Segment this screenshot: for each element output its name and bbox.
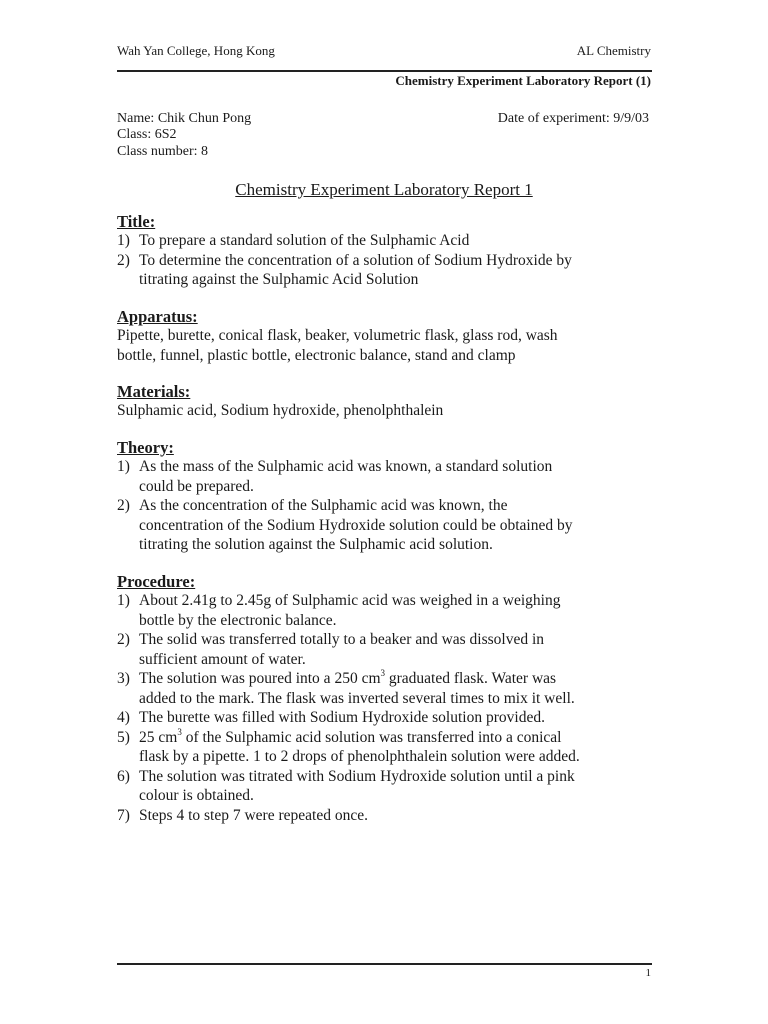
- student-class-number: Class number: 8: [117, 144, 208, 159]
- superscript: 3: [380, 668, 385, 678]
- procedure-list: [117, 591, 580, 825]
- item-text: The solution was titrated with Sodium Hydroxide solution until a pink: [139, 767, 575, 785]
- theory-list: [117, 457, 573, 555]
- item-text: 25 cm: [139, 728, 178, 746]
- item-text: sufficient amount of water.: [139, 650, 306, 668]
- item-text: To determine the concentration of a solution of Sodium Hydroxide by: [139, 251, 572, 269]
- header-rule: [117, 70, 652, 72]
- title-heading: Title:: [117, 212, 156, 231]
- item-text: titrating against the Sulphamic Acid Solution: [139, 271, 419, 288]
- superscript: 3: [177, 726, 182, 737]
- item-text: could be prepared.: [139, 477, 254, 495]
- apparatus-line: Pipette, burette, conical flask, beaker, volumetric flask, glass rod, wash: [117, 327, 558, 344]
- item-number: 7): [117, 806, 130, 824]
- item-text: About 2.41g to 2.45g of Sulphamic acid was weighed in a weighing: [139, 592, 561, 609]
- item-number: 1): [117, 232, 130, 249]
- item-text: of the Sulphamic acid solution was transferred into a conical: [181, 728, 562, 746]
- item-number: 5): [117, 728, 130, 746]
- item-text: bottle by the electronic balance.: [139, 611, 337, 629]
- materials-text: Sulphamic acid, Sodium hydroxide, phenolphthalein: [117, 402, 444, 419]
- report-label: Chemistry Experiment Laboratory Report (1): [395, 73, 651, 88]
- list-item: [117, 728, 580, 767]
- materials-heading: Materials:: [117, 382, 191, 401]
- student-class: Class: 6S2: [117, 127, 177, 142]
- title-list: [117, 231, 572, 290]
- experiment-date: Date of experiment: 9/9/03: [497, 111, 649, 126]
- item-text: flask by a pipette. 1 to 2 drops of phenolphthalein solution were added.: [139, 748, 580, 765]
- item-number: 2): [117, 631, 130, 648]
- apparatus-line: bottle, funnel, plastic bottle, electronic balance, stand and clamp: [117, 347, 516, 364]
- footer-rule: [117, 963, 652, 965]
- list-item: [117, 591, 580, 630]
- student-name: Name: Chik Chun Pong: [117, 111, 252, 126]
- list-item: [117, 767, 580, 806]
- list-item: [117, 708, 580, 728]
- item-text: Steps 4 to step 7 were repeated once.: [139, 806, 368, 824]
- item-number: 2): [117, 497, 130, 514]
- list-item: [117, 251, 572, 290]
- item-text: The solid was transferred totally to a beaker and was dissolved in: [139, 631, 545, 648]
- list-item: [117, 630, 580, 669]
- item-number: 2): [117, 251, 130, 269]
- item-text: As the mass of the Sulphamic acid was known, a standard solution: [139, 458, 553, 475]
- report-title: Chemistry Experiment Laboratory Report 1: [235, 180, 533, 199]
- item-text: The solution was poured into a 250 cm: [139, 670, 381, 687]
- item-number: 4): [117, 709, 130, 726]
- subject-label: AL Chemistry: [576, 43, 651, 58]
- page-number: 1: [645, 967, 651, 979]
- item-text: The burette was filled with Sodium Hydroxide solution provided.: [139, 709, 545, 726]
- item-text: added to the mark. The flask was inverted several times to mix it well.: [139, 689, 575, 707]
- theory-heading: Theory:: [117, 438, 174, 457]
- list-item: [117, 669, 580, 708]
- item-number: 6): [117, 767, 130, 785]
- list-item: [117, 496, 573, 555]
- procedure-heading: Procedure:: [117, 572, 196, 591]
- item-text: colour is obtained.: [139, 787, 254, 804]
- item-text: titrating the solution against the Sulphamic acid solution.: [139, 536, 493, 553]
- item-number: 3): [117, 670, 130, 687]
- item-text: As the concentration of the Sulphamic acid was known, the: [139, 497, 508, 514]
- item-text: To prepare a standard solution of the Sulphamic Acid: [139, 232, 470, 249]
- item-text: graduated flask. Water was: [385, 670, 557, 687]
- apparatus-heading: Apparatus:: [117, 307, 198, 326]
- list-item: [117, 231, 572, 251]
- item-text: concentration of the Sodium Hydroxide solution could be obtained by: [139, 516, 573, 534]
- item-number: 1): [117, 592, 130, 609]
- school-name: Wah Yan College, Hong Kong: [117, 43, 275, 58]
- list-item: [117, 806, 580, 826]
- list-item: [117, 457, 573, 496]
- item-number: 1): [117, 458, 130, 475]
